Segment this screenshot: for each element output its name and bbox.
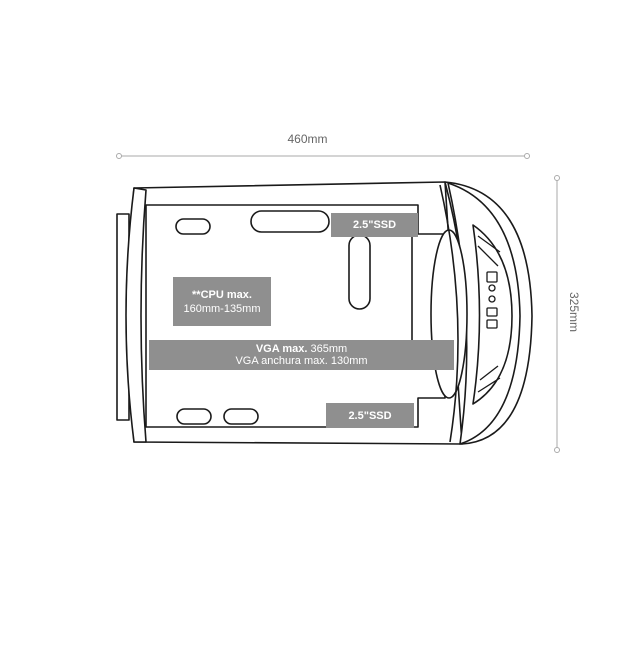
cutout-bottom-left [177, 409, 211, 424]
cutout-top-long [251, 211, 329, 232]
ssd-bottom-text: 2.5"SSD [348, 409, 392, 422]
ssd-top-text: 2.5"SSD [352, 219, 397, 231]
cutout-bottom-mid [224, 409, 258, 424]
vga-clearance-label [149, 340, 454, 370]
ssd-bottom-label [326, 403, 414, 428]
vga-line-1 [256, 343, 347, 355]
cpu-clearance-label [173, 277, 271, 326]
front-inner-ellipse [431, 230, 467, 398]
height-dimension-label: 325mm [567, 291, 581, 333]
cpu-line-2: 160mm-135mm [183, 302, 261, 315]
vga-line-1-rest: 365mm [307, 343, 348, 355]
vga-line-2: VGA anchura max. 130mm [235, 355, 368, 367]
width-dimension-line [117, 154, 530, 159]
width-dimension-label: 460mm [287, 132, 328, 146]
height-dimension-line [555, 176, 560, 453]
ssd-top-label [331, 213, 418, 237]
cutout-vertical [349, 235, 370, 309]
cutout-top-left [176, 219, 210, 234]
vga-line-1-bold: VGA max. [255, 343, 308, 355]
cpu-line-1: **CPU max. [192, 288, 252, 301]
